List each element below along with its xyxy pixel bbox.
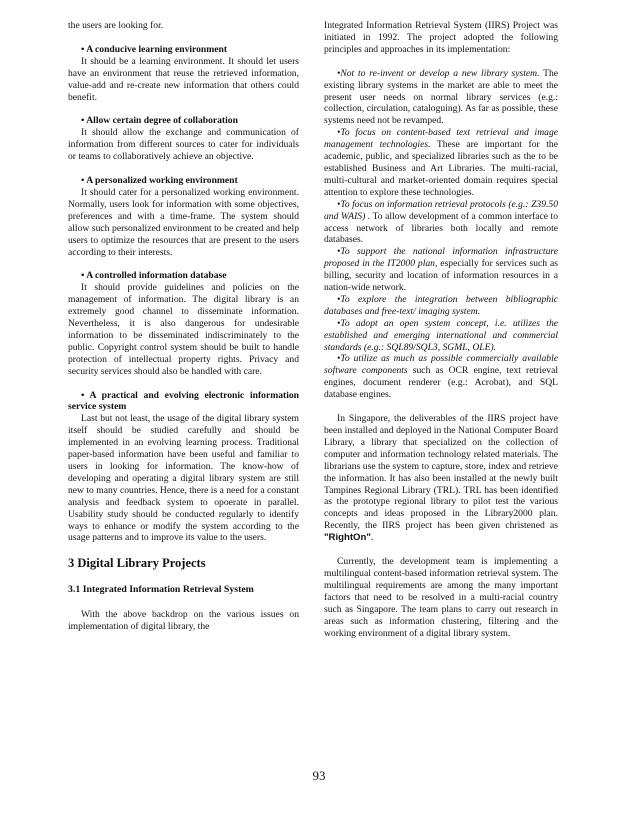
bullet-commercial-components-lead: •To utilize as much as possible commercially available software components — [324, 353, 558, 377]
para-collaboration: It should allow the exchange and communication of information from different sources to cater for individuals or teams to collaboratively achieve an objective. — [68, 127, 299, 163]
para-singapore-deployment — [324, 413, 558, 544]
bullet-commercial-components-text: such as OCR engine, text retrieval engines, document renderer (e.g.: Acrobat), and SQL database engines. — [324, 365, 559, 401]
bullet-no-reinvent-text: The existing library systems in the market are able to meet the present user needs on normal library services (e.g.: collection, circulation, cataloguing). As far as possible, these systems need not be revamped. — [324, 67, 558, 127]
para-iirs-intro: Integrated Information Retrieval System (IIRS) Project was initiated in 1992. The project adopted the following principles and approaches in its implementation: — [324, 20, 558, 55]
heading-controlled-database: • A controlled information database — [81, 270, 227, 282]
para-controlled-database: It should provide guidelines and policies on the management of information. The digital library is an extremely good channel to disseminate information. Nevertheless, it is also dangerous for undesirable information to be disseminated indiscriminately to the public. Copyright control system should be built to handle protection of intellectual property rights. Privacy and security services should also be handled with care. — [68, 282, 299, 377]
para-multilingual: Currently, the development team is implementing a multilingual content-based information retrieval system. The multilingual requirements are among the many important factors that need to be resolved in a multi-racial country such as Singapore. The team plans to carry out research in areas such as information clustering, filtering and the working environment of a digital library system. — [324, 556, 558, 639]
subsection-title: 3.1 Integrated Information Retrieval System — [68, 584, 254, 596]
bullet-integration — [324, 294, 558, 318]
bullet-integration-text: . — [477, 305, 481, 317]
para-singapore-deployment-text: In Singapore, the deliverables of the IIRS project have been installed and deployed in the National Computer Board Library, a library that specialized on the collection of computer and information technology related materials. The librarians use the system to capture, store, index and retrieve the information. It has also been installed at the newly built Tampines Regional Library (TRL). TRL has been identified as the prototype regional library to pilot test the various concepts and ideas proposed in the Library2000 plan. Recently, the IIRS project has been given christened as — [324, 413, 558, 532]
intro-tail: the users are looking for. — [68, 20, 164, 31]
bullet-protocols-text: To allow development of a common interface to access network of libraries both locally and remote databases. — [324, 210, 558, 246]
para-singapore-deployment-end: . — [370, 532, 374, 544]
bullet-protocols — [324, 199, 558, 247]
para-personalized: It should cater for a personalized working environment. Normally, users look for information with some objectives, preferences and with a time-frame. The system should allow such personalized environment to be created and help users to optimize the resources that are present to the users according to their interests. — [68, 186, 299, 258]
bullet-protocols-lead: •To focus on information retrieval protocols (e.g.: Z39.50 and WAIS) . — [324, 198, 558, 222]
page-number: 93 — [312, 768, 326, 783]
rightOn-name: "RightOn" — [324, 532, 371, 544]
bullet-no-reinvent-lead: •Not to re-invent or develop a new library system. — [337, 67, 540, 79]
bullet-content-retrieval — [324, 127, 558, 198]
bullet-content-retrieval-lead: •To focus on content-based text retrieval and image management technologies. — [324, 127, 558, 151]
para-practical-system: Last but not least, the usage of the digital library system itself should be studied carefully and should be implemented in an evolving learning process. Traditional paper-based information have been useful and familiar to users in looking for information. The know-how of developing and operating a digital library system are still new to many countries. Hence, there is a need for a constant analysis and feedback system to opoerate in parallel. Usability study should be conducted regularly to identify ways to enhance or modify the system according to the usage patterns and to improve its value to the users. — [68, 413, 299, 544]
heading-practical-system: • A practical and evolving electronic information service system — [68, 389, 299, 413]
bullet-infrastructure-lead: •To support the national information infrastructure proposed in the IT2000 plan, — [324, 246, 558, 270]
right-column — [324, 20, 558, 639]
heading-collaboration: • Allow certain degree of collaboration — [81, 115, 238, 127]
left-column — [68, 20, 299, 633]
bullet-commercial-components — [324, 353, 558, 401]
bullet-no-reinvent — [324, 68, 558, 128]
bullet-infrastructure-text: especially for services such as billing, security and location of information resources in a nation-wide network. — [324, 258, 558, 294]
bullet-open-system-lead: •To adopt an open system concept, i.e. utilizes the established and emerging international and commercial standards (e.g.: SQL89/SQL3, SGML, OLE). — [324, 317, 558, 353]
bullet-content-retrieval-text: These are important for the academic, public, and specialized libraries such as the to be established Business and Art Libraries. The multi-racial, multi-cultural and market-oriented domain requires special attention to explore these technologies. — [324, 139, 558, 198]
para-learning-environment: It should be a learning environment. It should let users have an environment that reuse the retrieved information, value-add and re-create new information that others could benefit. — [68, 55, 299, 103]
heading-personalized: • A personalized working environment — [81, 175, 238, 187]
bullet-integration-lead: •To explore the integration between bibliographic databases and free-text/ imaging system — [324, 293, 558, 317]
heading-learning-environment: • A conducive learning environment — [81, 43, 228, 55]
para-backdrop: With the above backdrop on the various issues on implementation of digital library, the — [68, 609, 299, 633]
bullet-open-system — [324, 318, 558, 354]
bullet-infrastructure — [324, 246, 558, 294]
section-title: 3 Digital Library Projects — [68, 556, 206, 571]
